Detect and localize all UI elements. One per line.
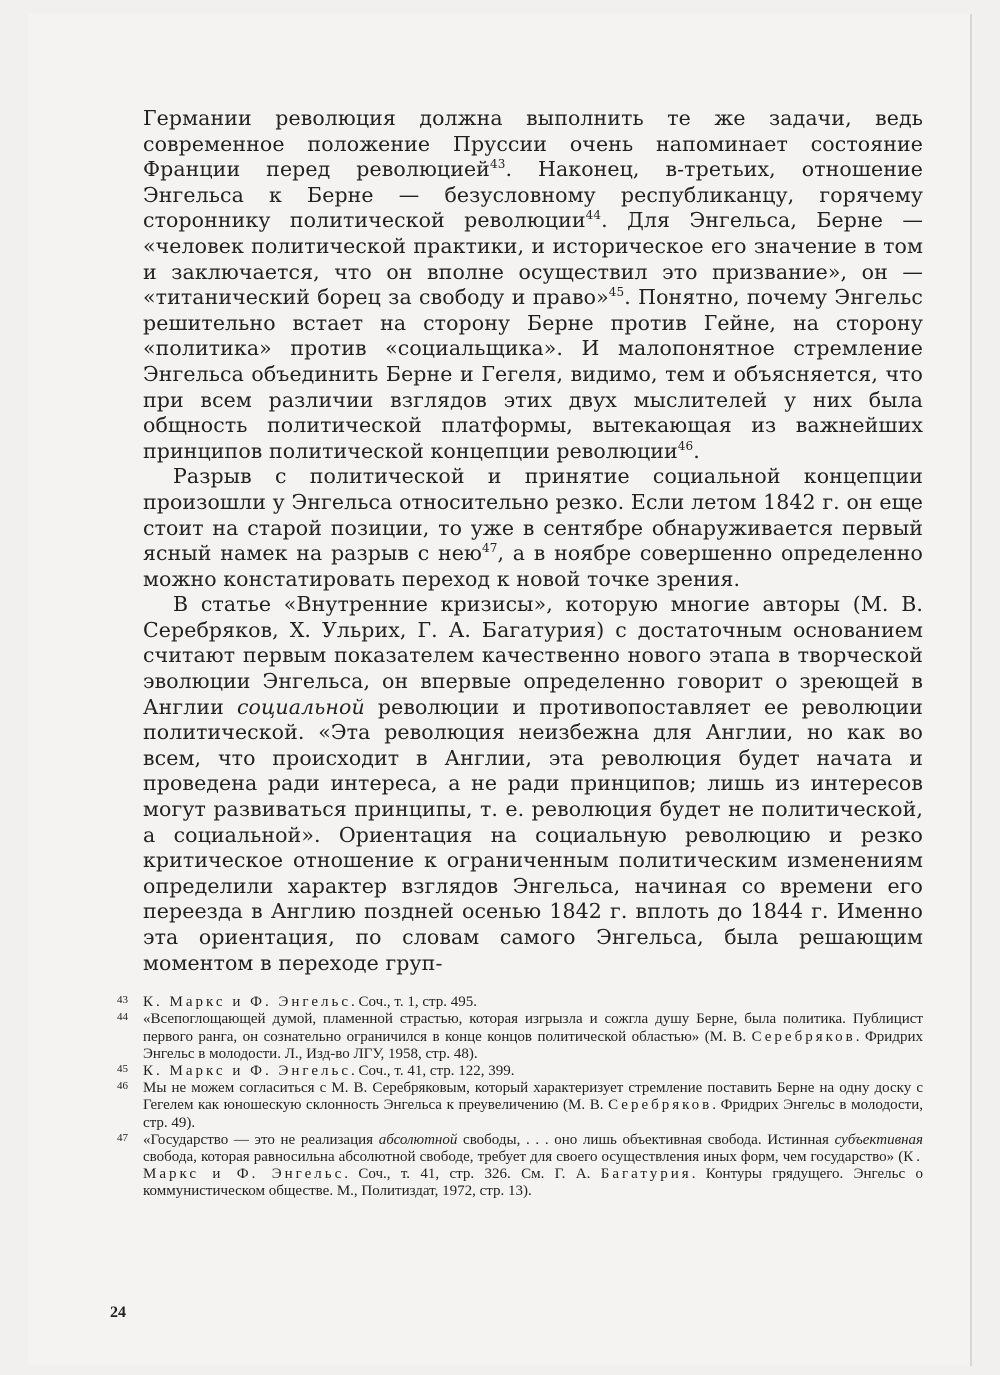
page-content	[117, 106, 924, 1201]
footnote-authors: К. Маркс и Ф. Энгельс	[143, 1063, 351, 1079]
footnote-authors: Серебряков	[751, 1028, 856, 1045]
footnote-number: 43	[117, 994, 128, 1007]
footnote-authors: Серебряков	[608, 1097, 713, 1114]
text-run: .	[693, 438, 700, 463]
text-run: Германии революция должна выполнить те же задачи, ведь современное положение Пруссии очень напоминает состояние Франции перед революцией	[143, 106, 923, 182]
text-run: . Понятно, почему Энгельс решительно встает на сторону Берне против Гейне, на сторону «политика» против «социальщика». И малопонятное стремление Энгельса объединить Берне и Гегеля, видимо, тем и объясняется, что при всем различии взглядов этих двух мыслителей у них была общность политической платформы, вытекающая из важнейших принципов политической концепции революции	[143, 285, 924, 463]
footnote-number: 44	[117, 1011, 128, 1024]
footnote-text: . Фридрих Энгельс в молодости. Л., Изд-во ЛГУ, 1958, стр. 48).	[143, 1028, 923, 1062]
footnote-ref: 46	[677, 438, 694, 453]
italic-term: субъективная	[834, 1131, 923, 1148]
footnote-ref: 45	[608, 285, 625, 300]
text-run: . Для Энгельса, Берне — «человек политической практики, и историческое его значение в том и заключается, что он вполне осуществил это призвание», он — «титанический борец за свободу и право»	[143, 208, 923, 310]
footnote-ref: 44	[585, 208, 602, 223]
footnote-number: 46	[117, 1080, 128, 1093]
italic-term: абсолютной	[378, 1131, 458, 1148]
page-sheet	[28, 14, 972, 1366]
footnote-ref: 43	[489, 157, 506, 172]
text-run: революции и противопоставляет ее революции политической. «Эта революция неизбежна для Англии, но как во всем, что происходит в Англии, эта революция будет начата и проведена ради интереса, а не ради принципов; лишь из интересов могут развиваться принципы, т. е. революция будет не политической, а социальной». Ориентация на социальную революцию и резко критическое отношение к ограниченным политическим изменениям определили характер взглядов Энгельса, начиная со времени его переезда в Англию поздней осенью 1842 г. вплоть до 1844 г. Именно эта ориентация, по словам самого Энгельса, была решающим моментом в переходе груп-	[143, 694, 923, 975]
footnote-text: свободы, . . . оно лишь объективная свобода. Истинная	[457, 1131, 835, 1148]
text-run: В статье «Внутренние кризисы», которую многие авторы (М. В. Серебряков, Х. Ульрих, Г. А. Багатурия) с достаточным основанием считают первым показателем качественно нового этапа в творческой эволюции Энгельса, он впервые определенно говорит о зреющей в Англии	[143, 592, 923, 719]
footnote-43	[117, 994, 923, 1011]
page-number: 24	[110, 1304, 126, 1321]
footnote-text: . Соч., т. 41, стр. 326. См. Г. А.	[344, 1166, 601, 1183]
italic-term: социальной	[236, 694, 365, 719]
paragraph-3	[143, 592, 923, 976]
footnote-ref: 47	[481, 541, 498, 556]
text-run: , а в ноябре совершенно определенно можно констатировать переход к новой точке зрения.	[143, 541, 923, 591]
footnote-text: Мы не можем согласиться с М. В. Серебряковым, который характеризует стремление поставить Берне на одну доску с Гегелем как юношескую склонность Энгельса к преувеличению (М. В.	[143, 1080, 923, 1114]
paragraph-1	[143, 106, 923, 464]
footnote-number: 47	[117, 1131, 128, 1144]
footnote-number: 45	[117, 1063, 128, 1075]
main-text	[143, 106, 923, 976]
footnotes	[117, 994, 923, 1200]
footnote-text: «Всепоглощающей думой, пламенной страстью, которая изгрызла и сожгла душу Берне, была политика. Публицист первого ранга, он сознательно ограничился в конце концов политической областью» (М. В.	[143, 1011, 923, 1045]
footnote-text: «Государство — это не реализация	[143, 1131, 379, 1148]
text-run: . Наконец, в-третьих, отношение Энгельса к Берне — безусловному республиканцу, горячему стороннику политической революции	[143, 157, 923, 233]
footnote-47	[117, 1131, 923, 1201]
footnote-authors: К. Маркс и Ф. Энгельс	[143, 1149, 923, 1183]
paragraph-2	[143, 464, 923, 592]
footnote-authors: Багатурия	[600, 1166, 692, 1183]
footnote-45	[117, 1063, 923, 1080]
footnote-44	[117, 1011, 923, 1063]
footnote-46	[117, 1080, 923, 1132]
footnote-authors: К. Маркс и Ф. Энгельс	[143, 994, 351, 1011]
footnote-text: . Соч., т. 1, стр. 495.	[350, 994, 477, 1011]
footnote-text: . Соч., т. 41, стр. 122, 399.	[350, 1063, 515, 1079]
text-run: Разрыв с политической и принятие социальной концепции произошли у Энгельса относительно резко. Если летом 1842 г. он еще стоит на старой позиции, то уже в сентябре обнаруживается первый ясный намек на разрыв с нею	[143, 464, 923, 566]
footnote-text: свобода, которая равносильна абсолютной свободе, требует для своего осуществления иных форм, чем государство» (	[143, 1149, 904, 1166]
footnote-text: . Контуры грядущего. Энгельс о коммунистическом обществе. М., Политиздат, 1972, стр. 13).	[143, 1166, 923, 1200]
footnote-text: . Фридрих Энгельс в молодости, стр. 49).	[143, 1097, 923, 1131]
